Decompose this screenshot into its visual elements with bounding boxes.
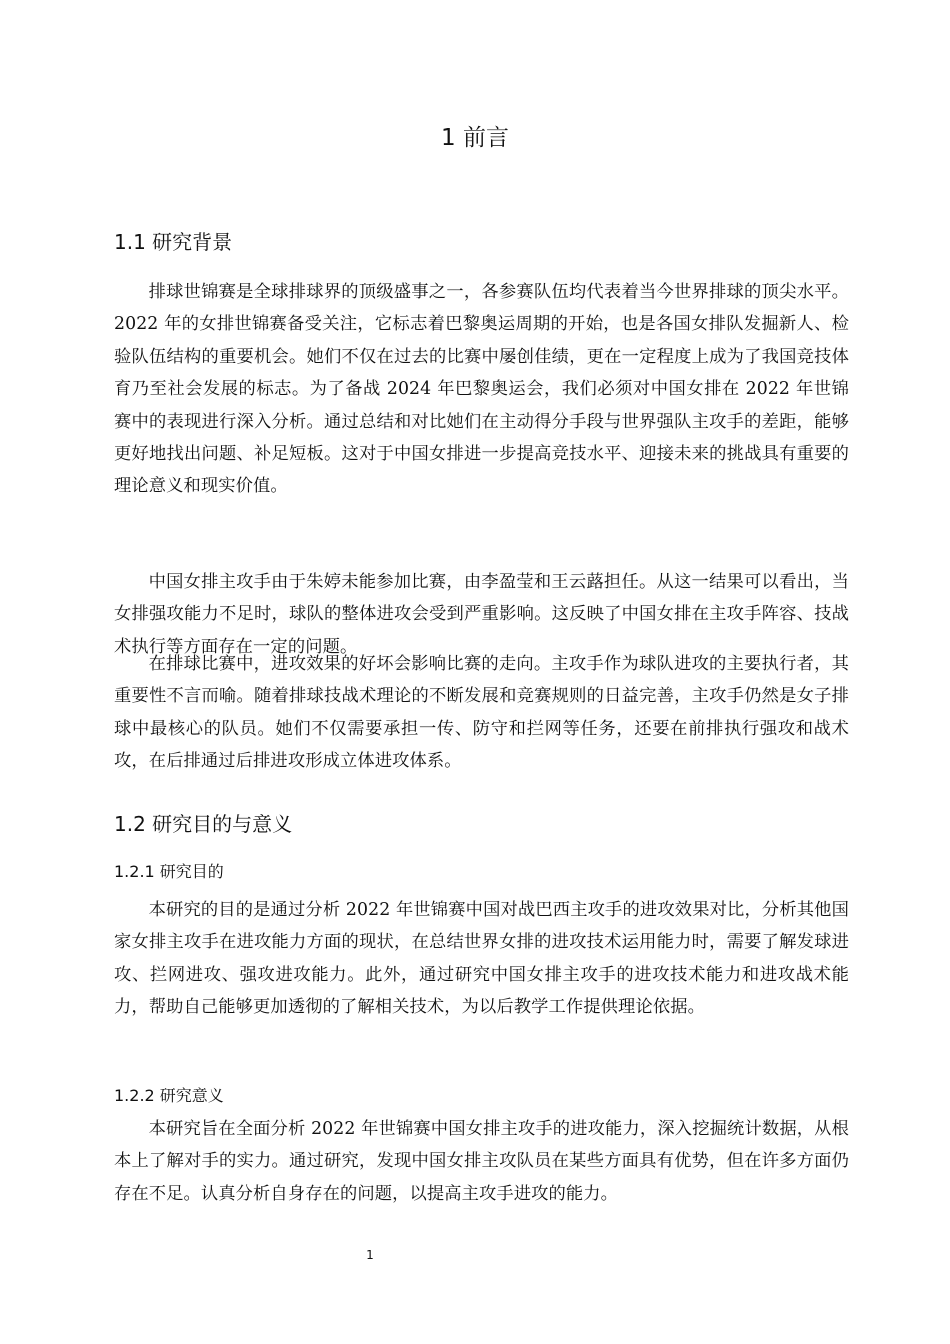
section-heading-research-background: 1.1 研究背景 (114, 230, 233, 254)
paragraph-background-2: 中国女排主攻手由于朱婷未能参加比赛，由李盈莹和王云蕗担任。从这一结果可以看出，当女排强攻能力不足时，球队的整体进攻会受到严重影响。这反映了中国女排在主攻手阵容、技战术执行等方面存在一定的问题。 (114, 572, 849, 657)
subsection-heading-significance: 1.2.2 研究意义 (114, 1086, 224, 1105)
page-number: 1 (366, 1248, 374, 1262)
paragraph-significance: 本研究旨在全面分析 2022 年世锦赛中国女排主攻手的进攻能力，深入挖掘统计数据，从根本上了解对手的实力。通过研究，发现中国女排主攻队员在某些方面具有优势，但在许多方面仍存在不足。认真分析自身存在的问题，以提高主攻手进攻的能力。 (114, 1119, 849, 1204)
section-heading-purpose-significance: 1.2 研究目的与意义 (114, 812, 293, 836)
paragraph-background-1: 排球世锦赛是全球排球界的顶级盛事之一，各参赛队伍均代表着当今世界排球的顶尖水平。2022 年的女排世锦赛备受关注，它标志着巴黎奥运周期的开始，也是各国女排队发掘新人、检验队伍结构的重要机会。她们不仅在过去的比赛中屡创佳绩，更在一定程度上成为了我国竞技体育乃至社会发展的标志。为了备战 2024 年巴黎奥运会，我们必须对中国女排在 2022 年世锦赛中的表现进行深入分析。通过总结和对比她们在主动得分手段与世界强队主攻手的差距，能够更好地找出问题、补足短板。这对于中国女排进一步提高竞技水平、迎接未来的挑战具有重要的理论意义和现实价值。 (114, 282, 849, 497)
subsection-heading-purpose: 1.2.1 研究目的 (114, 862, 224, 881)
paragraph-background-3: 在排球比赛中，进攻效果的好坏会影响比赛的走向。主攻手作为球队进攻的主要执行者，其重要性不言而喻。随着排球技战术理论的不断发展和竞赛规则的日益完善，主攻手仍然是女子排球中最核心的队员。她们不仅需要承担一传、防守和拦网等任务，还要在前排执行强攻和战术攻，在后排通过后排进攻形成立体进攻体系。 (114, 654, 849, 772)
chapter-title: 1 前言 (441, 125, 509, 151)
paragraph-purpose: 本研究的目的是通过分析 2022 年世锦赛中国对战巴西主攻手的进攻效果对比，分析其他国家女排主攻手在进攻能力方面的现状，在总结世界女排的进攻技术运用能力时，需要了解发球进攻、拦网进攻、强攻进攻能力。此外，通过研究中国女排主攻手的进攻技术能力和进攻战术能力，帮助自己能够更加透彻的了解相关技术，为以后教学工作提供理论依据。 (114, 900, 849, 1018)
